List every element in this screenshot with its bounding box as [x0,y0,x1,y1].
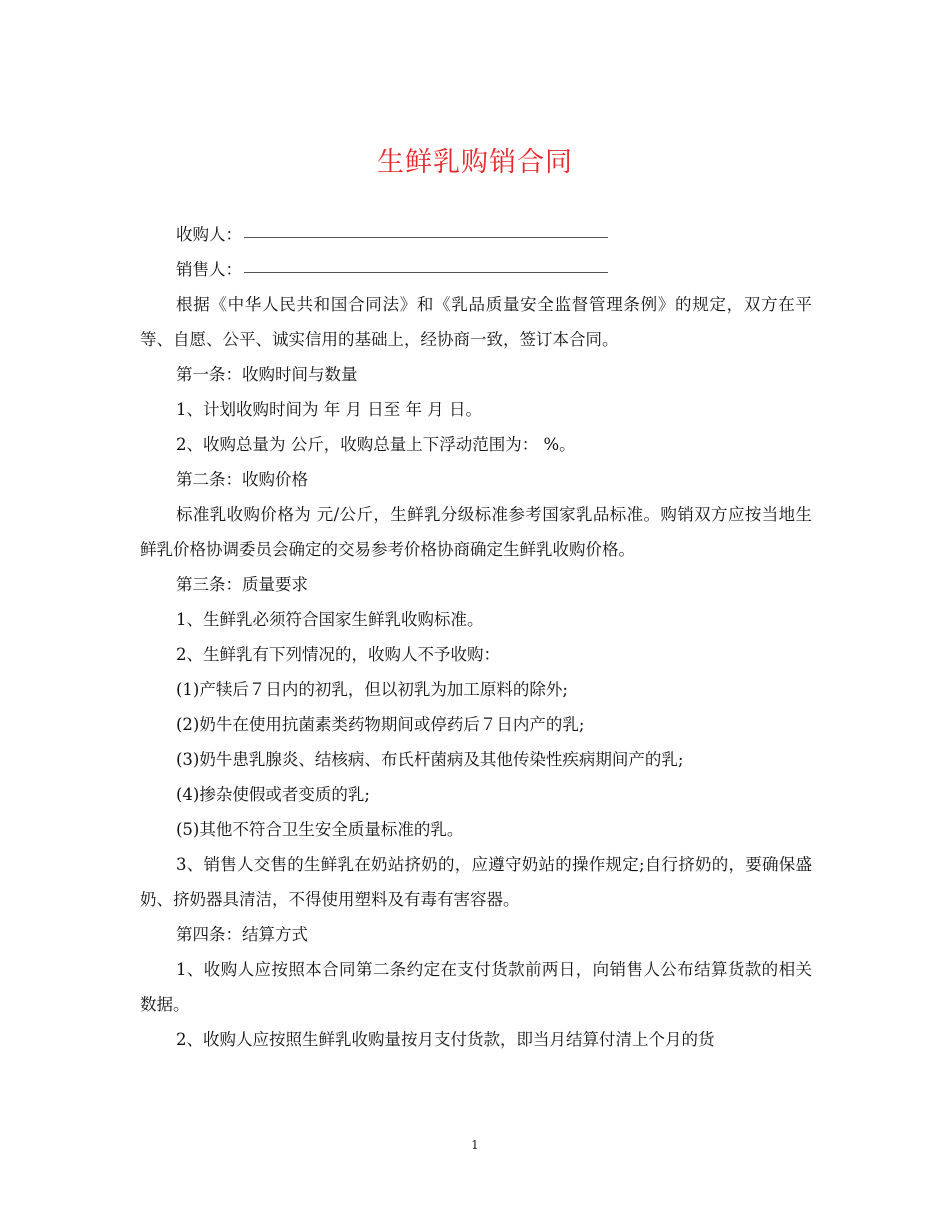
article-heading: 第二条：收购价格 [176,470,308,489]
sub-clause: (4)掺杂使假或者变质的乳; [176,785,370,804]
clause-paragraph: 1、计划收购时间为 年 月 日至 年 月 日。 [176,400,482,419]
article-heading: 第四条：结算方式 [176,925,308,944]
article-heading: 第三条：质量要求 [176,575,308,594]
sub-clause: (1)产犊后７日内的初乳，但以初乳为加工原料的除外; [176,680,568,699]
seller-label: 销售人： [176,260,242,279]
clause-paragraph: 3、销售人交售的生鲜乳在奶站挤奶的，应遵守奶站的操作规定;自行挤奶的，要确保盛奶、挤奶器具清洁，不得使用塑料及有毒有害容器。 [140,855,812,909]
preamble-paragraph: 根据《中华人民共和国合同法》和《乳品质量安全监督管理条例》的规定，双方在平等、自愿、公平、诚实信用的基础上，经协商一致，签订本合同。 [140,295,812,349]
page-number: 1 [471,1138,479,1152]
sub-clause: (5)其他不符合卫生安全质量标准的乳。 [176,820,464,839]
document-body [140,217,812,1057]
clause-paragraph: 2、收购人应按照生鲜乳收购量按月支付货款，即当月结算付清上个月的货 [176,1030,715,1049]
article-heading: 第一条：收购时间与数量 [176,365,358,384]
clause-paragraph: 标准乳收购价格为 元/公斤，生鲜乳分级标准参考国家乳品标准。购销双方应按当地生鲜乳价格协调委员会确定的交易参考价格协商确定生鲜乳收购价格。 [140,505,812,559]
document-title: 生鲜乳购销合同 [377,147,573,178]
clause-paragraph: 2、收购总量为 公斤，收购总量上下浮动范围为： %。 [176,435,576,454]
sub-clause: (3)奶牛患乳腺炎、结核病、布氏杆菌病及其他传染性疾病期间产的乳; [176,750,684,769]
clause-paragraph: 2、生鲜乳有下列情况的，收购人不予收购： [176,645,500,664]
seller-line [140,252,812,287]
clause-paragraph: 1、收购人应按照本合同第二条约定在支付货款前两日，向销售人公布结算货款的相关数据。 [140,960,812,1014]
buyer-blank [244,236,608,238]
buyer-line [140,217,812,252]
seller-blank [244,271,608,273]
sub-clause: (2)奶牛在使用抗菌素类药物期间或停药后７日内产的乳; [176,715,585,734]
buyer-label: 收购人： [176,225,242,244]
clause-paragraph: 1、生鲜乳必须符合国家生鲜乳收购标准。 [176,610,484,629]
